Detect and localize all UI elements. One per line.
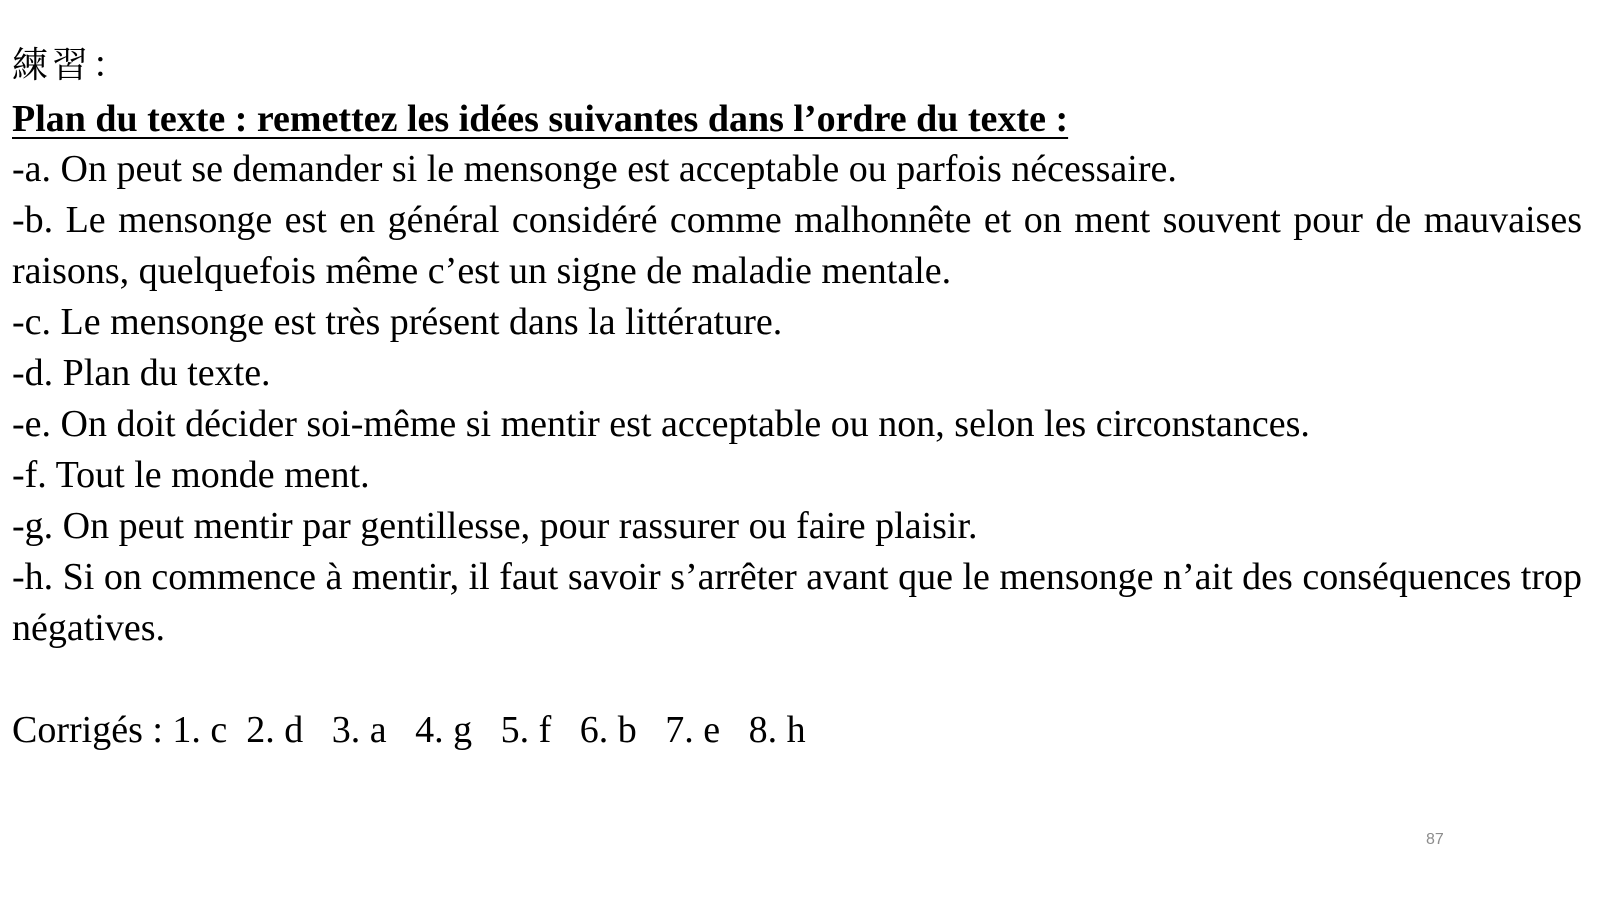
exercise-instructions: Plan du texte : remettez les idées suivantes dans l’ordre du texte : bbox=[12, 98, 1069, 140]
answer-key: Corrigés : 1. c 2. d 3. a 4. g 5. f 6. b 7. e 8. h bbox=[12, 709, 806, 751]
idea-item-a: -a. On peut se demander si le mensonge est acceptable ou parfois nécessaire. bbox=[12, 148, 1177, 190]
exercise-heading: 練習： bbox=[12, 45, 133, 86]
slide-content bbox=[12, 38, 1582, 756]
page-number: 87 bbox=[1426, 831, 1444, 848]
idea-item-g: -g. On peut mentir par gentillesse, pour rassurer ou faire plaisir. bbox=[12, 505, 978, 547]
idea-item-b: -b. Le mensonge est en général considéré comme malhonnête et on ment souvent pour de mauvaises raisons, quelquefois même c’est un signe de maladie mentale. bbox=[12, 199, 1582, 292]
idea-item-h: -h. Si on commence à mentir, il faut savoir s’arrêter avant que le mensonge n’ait des conséquences trop négatives. bbox=[12, 556, 1582, 649]
idea-item-e: -e. On doit décider soi-même si mentir est acceptable ou non, selon les circonstances. bbox=[12, 403, 1310, 445]
idea-item-c: -c. Le mensonge est très présent dans la littérature. bbox=[12, 301, 783, 343]
idea-item-d: -d. Plan du texte. bbox=[12, 352, 271, 394]
spacer bbox=[12, 654, 1582, 705]
idea-item-f: -f. Tout le monde ment. bbox=[12, 454, 370, 496]
